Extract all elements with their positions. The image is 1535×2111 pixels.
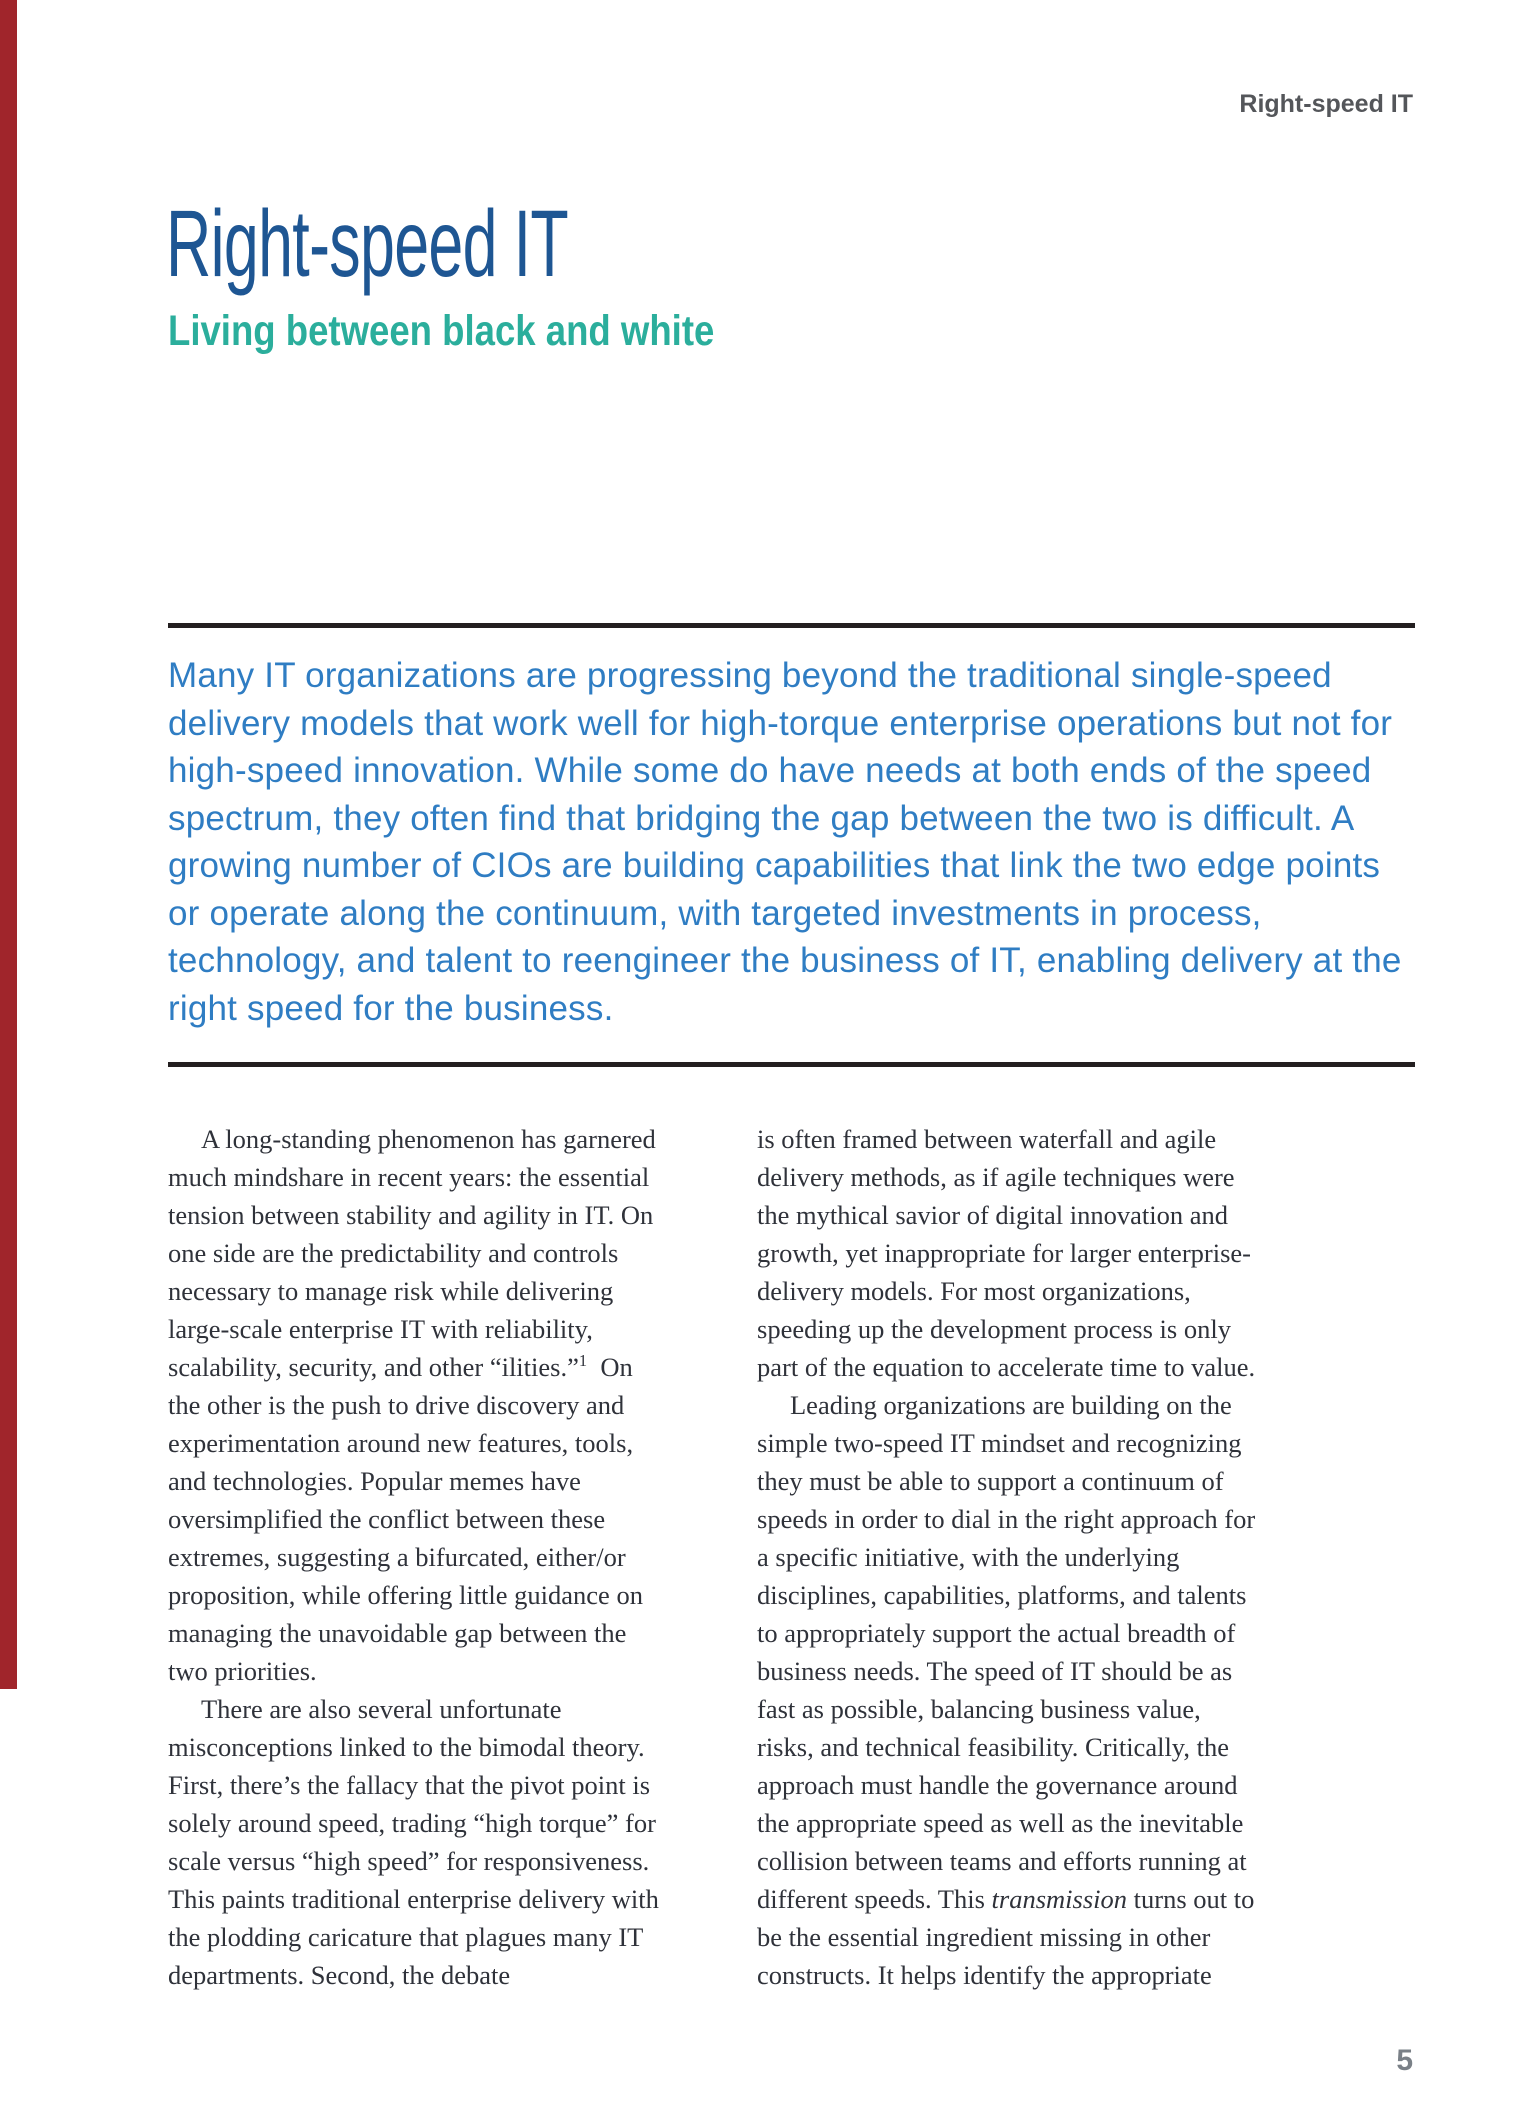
divider-top-rule [168, 623, 1415, 628]
column-left [168, 1120, 668, 1994]
page-number: 5 [1396, 2044, 1413, 2077]
column-right [757, 1120, 1257, 1994]
spine-accent-bar [0, 0, 17, 1689]
divider-bottom-rule [168, 1062, 1415, 1067]
intro-paragraph: Many IT organizations are progressing beyond the traditional single-speed delivery models that work well for high-torque enterprise operations but not for high-speed innovation. While some do have needs at both ends of the speed spectrum, they often find that bridging the gap between the two is difficult. A growing number of CIOs are building capabilities that link the two edge points or operate along the continuum, with targeted investments in process, technology, and talent to reengineer the business of IT, enabling delivery at the right speed for the business. [168, 656, 1402, 1028]
running-header: Right-speed IT [1239, 90, 1413, 118]
body-paragraph: Leading organizations are building on the simple two-speed IT mindset and recognizing they must be able to support a continuum of speeds in order to dial in the right approach for a specific initiative, with the underlying disciplines, capabilities, platforms, and talents to appropriately support the actual breadth of business needs. The speed of IT should be as fast as possible, balancing business value, risks, and technical feasibility. Critically, the approach must handle the governance around the appropriate speed as well as the inevitable collision between teams and efforts running at different speeds. This transmission turns out to be the essential ingredient missing in other constructs. It helps identify the appropriate [757, 1390, 1256, 1990]
article-body [168, 1120, 1415, 1994]
footnote-marker: 1 [578, 1351, 588, 1371]
body-paragraph: is often framed between waterfall and agile delivery methods, as if agile techniques were the mythical savior of digital innovation and growth, yet inappropriate for larger enterprise-delivery models. For most organizations, speeding up the development process is only part of the equation to accelerate time to value. [757, 1124, 1256, 1382]
body-paragraph: A long-standing phenomenon has garnered much mindshare in recent years: the essential tension between stability and agility in IT. On one side are the predictability and controls necessary to manage risk while delivering large-scale enterprise IT with reliability, scalability, security, and other “ilities.”$^1$ On the other is the push to drive discovery and experimentation around new features, tools, and technologies. Popular memes have oversimplified the conflict between these extremes, suggesting a bifurcated, either/or proposition, while offering little guidance on managing the unavoidable gap between the two priorities. [168, 1124, 656, 1686]
body-paragraph: There are also several unfortunate misconceptions linked to the bimodal theory. First, there’s the fallacy that the pivot point is solely around speed, trading “high torque” for scale versus “high speed” for responsiveness. This paints traditional enterprise delivery with the plodding caricature that plagues many IT departments. Second, the debate [168, 1694, 659, 1990]
page-title: Right-speed IT [166, 191, 568, 297]
page-subtitle: Living between black and white [168, 307, 715, 355]
